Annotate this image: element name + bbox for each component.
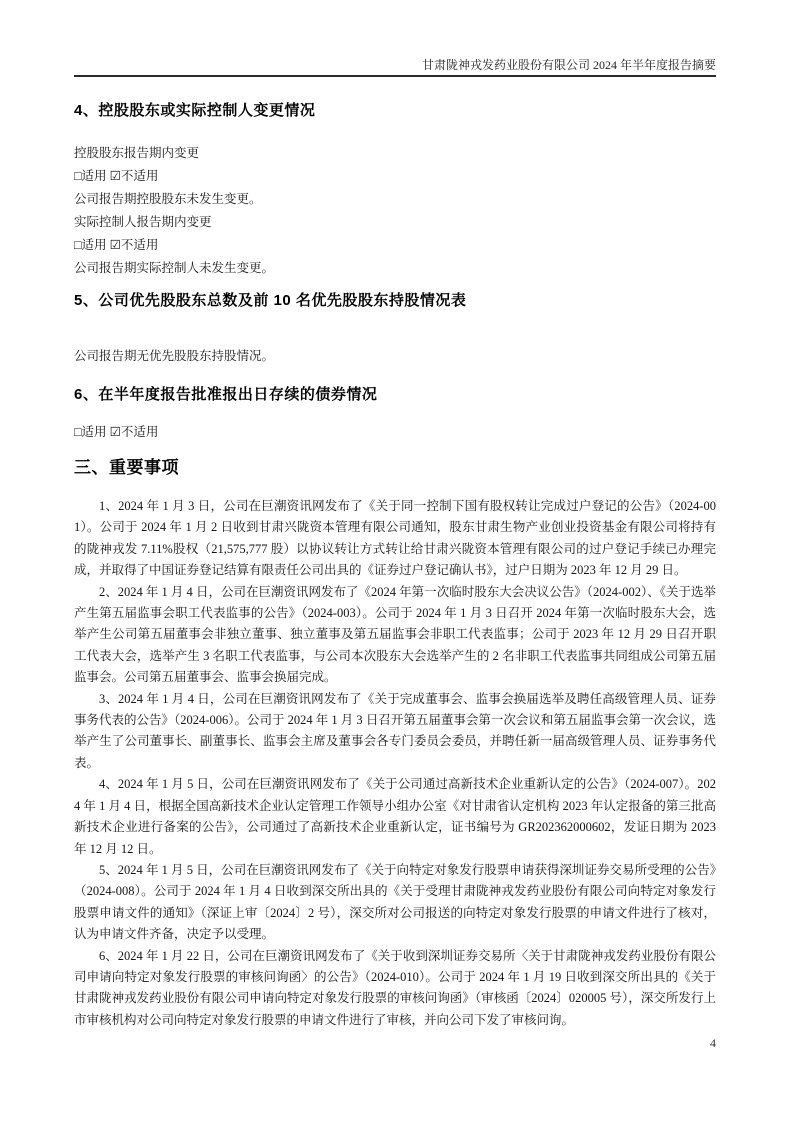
controlling-shareholder-change-note: 公司报告期控股股东未发生变更。 <box>74 192 262 206</box>
page-content <box>74 0 716 1031</box>
major-matter-paragraph-3: 3、2024 年 1 月 4 日，公司在巨潮资讯网发布了《关于完成董事会、监事会换届选举及聘任高级管理人员、证券事务代表的公告》（2024-006）。公司于 2024 年 1 月 3 日召开第五届董事会第一次会议和第五届监事会第一次会议，选举产生了公司董事长、副董事长、监事会主席及董事会各专门委员会委员，并聘任新一届高级管理人员、证券事务代表。 <box>74 691 716 770</box>
major-matters-heading: 三、重要事项 <box>74 458 179 477</box>
section-5-note: 公司报告期无优先股股东持股情况。 <box>74 349 275 363</box>
major-matter-paragraph-4: 4、2024 年 1 月 5 日，公司在巨潮资讯网发布了《关于公司通过高新技术企业重新认定的公告》（2024-007）。2024 年 1 月 4 日，根据全国高新技术企业认定管理工作领导小组办公室《对甘肃省认定机构 2023 年认定报备的第三批高新技术企业进行备案的公告》，公司通过了高新技术企业重新认定，证书编号为 GR202362000602，发证日期为 2023 年 12 月 12 日。 <box>74 777 716 856</box>
section-6-heading: 6、在半年度报告批准报出日存续的债券情况 <box>74 386 378 403</box>
applicability-options: □适用 ☑不适用 <box>74 238 159 252</box>
major-matter-paragraph-5: 5、2024 年 1 月 5 日，公司在巨潮资讯网发布了《关于向特定对象发行股票申请获得深圳证券交易所受理的公告》（2024-008）。公司于 2024 年 1 月 4 日收到深交所出具的《关于受理甘肃陇神戎发药业股份有限公司向特定对象发行股票申请文件的通知》（深证上审〔2024〕2 号），深交所对公司报送的向特定对象发行股票的申请文件进行了核对，认为申请文件齐备，决定予以受理。 <box>74 862 716 942</box>
applicability-options: □适用 ☑不适用 <box>74 425 159 439</box>
major-matter-paragraph-1: 1、2024 年 1 月 3 日，公司在巨潮资讯网发布了《关于同一控制下国有股权转让完成过户登记的公告》（2024-001）。公司于 2024 年 1 月 2 日收到甘肃兴陇资本管理有限公司通知，股东甘肃生物产业创业投资基金有限公司将持有的陇神戎发 7.11%股权（21,575,777 股）以协议转让方式转让给甘肃兴陇资本管理有限公司的过户登记手续已办理完成，并取得了中国证券登记结算有限责任公司出具的《证券过户登记确认书》，过户日期为 2023 年 12 月 29 日。 <box>74 499 716 578</box>
major-matter-paragraph-2: 2、2024 年 1 月 4 日，公司在巨潮资讯网发布了《2024 年第一次临时股东大会决议公告》（2024-002）、《关于选举产生第五届监事会职工代表监事的公告》（2024-003）。公司于 2024 年 1 月 3 日召开 2024 年第一次临时股东大会，选举产生公司第五届董事会非独立董事、独立董事及第五届监事会非职工代表监事；公司于 2023 年 12 月 29 日召开职工代表大会，选举产生 3 名职工代表监事，与公司本次股东大会选举产生的 2 名非职工代表监事共同组成公司第五届监事会。公司第五届董事会、监事会换届完成。 <box>74 584 716 685</box>
applicability-options: □适用 ☑不适用 <box>74 169 159 183</box>
actual-controller-change-note: 公司报告期实际控制人未发生变更。 <box>74 261 275 275</box>
section-5-heading: 5、公司优先股股东总数及前 10 名优先股股东持股情况表 <box>74 292 467 309</box>
major-matters-body <box>74 496 716 1031</box>
section-4-body <box>74 142 716 280</box>
controlling-shareholder-change-label: 控股股东报告期内变更 <box>74 146 200 160</box>
page-header <box>74 0 716 77</box>
header-title: 甘肃陇神戎发药业股份有限公司 2024 年半年度报告摘要 <box>421 58 716 72</box>
section-4-heading: 4、控股股东或实际控制人变更情况 <box>74 102 316 119</box>
page-number: 4 <box>710 1036 716 1050</box>
major-matter-paragraph-6: 6、2024 年 1 月 22 日，公司在巨潮资讯网发布了《关于收到深圳证券交易所〈关于甘肃陇神戎发药业股份有限公司申请向特定对象发行股票的审核问询函〉的公告》（2024-010）。公司于 2024 年 1 月 19 日收到深交所出具的《关于甘肃陇神戎发药业股份有限公司申请向特定对象发行股票的审核问询函》（审核函〔2024〕020005 号），深交所发行上市审核机构对公司向特定对象发行股票的申请文件进行了审核，并向公司下发了审核问询。 <box>74 948 716 1027</box>
actual-controller-change-label: 实际控制人报告期内变更 <box>74 215 212 229</box>
